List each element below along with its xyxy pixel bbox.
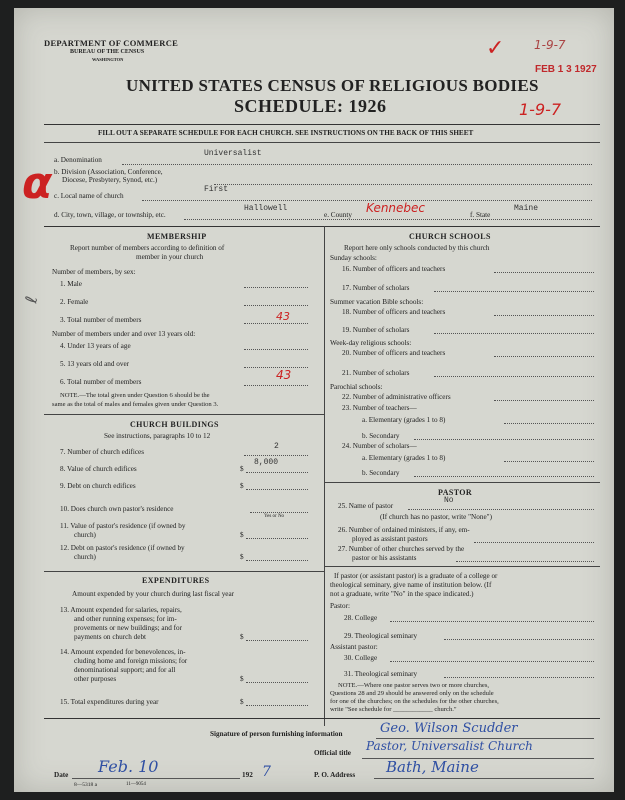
census-schedule-sheet: DEPARTMENT OF COMMERCE BUREAU OF THE CENSUS WASHINGTON UNITED STATES CENSUS OF RELIGIOUS BODIES SCHEDULE: 1926 FEB 1 3 1927 1-9-7 ✓ 1-9-7 FILL OUT A SEPARATE SCHEDULE FOR EACH CHURCH. SEE INSTRUCTIONS ON THE BACK OF THIS SHEET a. Denomination Universalist b. Division (Association, Conference, Diocese, Presbytery, Synod, etc.) c. Local name of church First d. City, town, village, or township, etc. Hallowell e. County Kennebec f. State Maine α MEMBERSHIP Report number of members according to definition of member in your church Number of members, by sex: 1. Male 2. Female 3. Total number of members 43 Number of members under and over 13 years old: 4. Under 13 years of age 5. 13 years old and over 6. Total number of members 43 NOTE.—The total given under Question 6 should be the same as the total of males and females given under Question 3. ℓ CHURCH BUILDINGS See instructions, paragraphs 10 to 12 7. Number of church edifices 2 8. Value of church edifices $ 8,000 9. Debt on church edifices $ 10. Does church own pastor's residence Yes or No 11. Value of pastor's residence (if owned by church) $ 12. Debt on pastor's residence (if owned by church) $ EXPENDITURES Amount expended by your church during last fiscal year 13. Amount expended for salaries, repairs, and other running expenses; for im- provements or new buildings; and for payments on church debt $ 14. Amount expended for benevolences, in- cluding home and foreign missions; for denominational support; and for all other purposes $ 15. Total expenditures during year $ CHURCH SCHOOLS Report here only schools conducted by this church Sunday schools: 16. Number of officers and teachers 17. Number of scholars Summer vacation Bible schools: 18. Number of officers and teachers 19. Number of scholars Week-day religious schools: 20. Number of officers and teachers 21. Number of scholars Parochial schools: 22. Number of administrative officers 23. Number of teachers— a. Elementary (grades 1 to 8) b. Secondary 24. Number of scholars— a. Elementary (grades 1 to 8) b. Secondary PASTOR 25. Name of pastor No (If church has no pastor, write "None") 26. Number of ordained ministers, if any, em- ployed as assistant pastors 27. Number of other churches served by the pastor or his assistants If pastor (or assistant pastor) is a graduate of a college or theological seminary, give name of institution below. (If not a graduate, write "No" in the space indicated.) Pastor: 28. College 29. Theological seminary Assistant pastor: 30. College 31. Theological seminary NOTE.—Where one pastor serves two or more churches, Questions 28 and 29 should be answered only on the schedule for one of the churches; on the schedules for the other churches, write "See schedule for ____________ church." Signature of person furnishing information Geo. Wilson Scudder Official title Pastor, Universalist Church Date Feb. 10 192 7 P. O. Address Bath, Maine 8—5318 a 11—9054	[14, 8, 614, 792]
church-edifices-count-value[interactable]: 2	[274, 442, 279, 451]
red-margin-mark: α	[22, 158, 53, 209]
year-label: 192	[242, 771, 253, 779]
year-value[interactable]: 7	[262, 764, 271, 780]
total-members-age-label: 6. Total number of members	[60, 378, 142, 386]
signature-label: Signature of person furnishing information	[210, 730, 343, 738]
summer-scholars-label: 19. Number of scholars	[342, 326, 410, 334]
church-edifices-count-label: 7. Number of church edifices	[60, 448, 145, 456]
denomination-label: a. Denomination	[54, 156, 102, 164]
column-divider	[324, 226, 325, 726]
handwritten-top-note: 1-9-7	[534, 38, 566, 52]
pastor-note: NOTE.—Where one pastor serves two or more churches,	[338, 682, 490, 689]
church-schools-intro: Report here only schools conducted by this church	[344, 244, 490, 252]
county-label: e. County	[324, 211, 352, 219]
weekday-teachers-label: 20. Number of officers and teachers	[342, 349, 446, 357]
parochial-scholars-label: 24. Number of scholars—	[342, 442, 417, 450]
church-buildings-intro: See instructions, paragraphs 10 to 12	[104, 432, 211, 440]
form-subtitle: SCHEDULE: 1926	[234, 96, 387, 116]
pencil-margin-note: ℓ	[21, 294, 42, 305]
expenditures-heading: EXPENDITURES	[142, 576, 210, 585]
summer-teachers-label: 18. Number of officers and teachers	[342, 308, 446, 316]
sunday-schools-label: Sunday schools:	[330, 254, 377, 262]
total-members-value[interactable]: 43	[276, 310, 290, 323]
church-debt-label: 9. Debt on church edifices	[60, 482, 136, 490]
members-by-sex-label: Number of members, by sex:	[52, 268, 136, 276]
sunday-teachers-label: 16. Number of officers and teachers	[342, 265, 446, 273]
membership-intro: Report number of members according to definition of	[70, 244, 225, 252]
pastor-name-hint: (If church has no pastor, write "None")	[380, 513, 492, 521]
assistant-college-label: 30. College	[344, 654, 378, 662]
form-number: 8—5318 a	[74, 782, 98, 788]
po-address-value[interactable]: Bath, Maine	[386, 758, 479, 776]
under-13-label: 4. Under 13 years of age	[60, 342, 131, 350]
parochial-schools-label: Parochial schools:	[330, 383, 383, 391]
membership-note: NOTE.—The total given under Question 6 should be the	[60, 392, 210, 399]
ordained-ministers-label: 26. Number of ordained ministers, if any, em-	[338, 526, 470, 534]
total-members-label: 3. Total number of members	[60, 316, 142, 324]
church-edifices-value-label: 8. Value of church edifices	[60, 465, 137, 473]
division-label-2: Diocese, Presbytery, Synod, etc.)	[62, 176, 158, 184]
form-title: UNITED STATES CENSUS OF RELIGIOUS BODIES	[126, 76, 539, 95]
pastor-heading: PASTOR	[438, 488, 473, 497]
pastor-sub-label: Pastor:	[330, 602, 350, 610]
received-stamp: FEB 1 3 1927	[535, 64, 597, 75]
residence-value-label: 11. Value of pastor's residence (if owned by	[60, 522, 186, 530]
date-value[interactable]: Feb. 10	[98, 757, 159, 776]
local-name-label: c. Local name of church	[54, 192, 124, 200]
denomination-value[interactable]: Universalist	[204, 149, 262, 158]
membership-heading: MEMBERSHIP	[147, 232, 207, 241]
running-expenses-label: 13. Amount expended for salaries, repairs,	[60, 606, 182, 614]
sunday-scholars-label: 17. Number of scholars	[342, 284, 410, 292]
handwritten-red-code: 1-9-7	[519, 100, 562, 119]
teachers-elementary-label: a. Elementary (grades 1 to 8)	[362, 416, 446, 424]
other-churches-label: 27. Number of other churches served by the	[338, 545, 465, 553]
red-check-mark: ✓	[486, 36, 505, 61]
date-label: Date	[54, 771, 69, 779]
form-code: 11—9054	[126, 782, 146, 787]
scholars-elementary-label: a. Elementary (grades 1 to 8)	[362, 454, 446, 462]
church-edifices-value[interactable]: 8,000	[254, 458, 279, 467]
footer-divider	[44, 718, 600, 719]
total-members-age-value[interactable]: 43	[276, 368, 292, 382]
department-name: DEPARTMENT OF COMMERCE	[44, 38, 179, 48]
section-divider	[44, 226, 600, 227]
weekday-scholars-label: 21. Number of scholars	[342, 369, 410, 377]
state-label: f. State	[470, 211, 491, 219]
signature-value[interactable]: Geo. Wilson Scudder	[380, 721, 518, 736]
pastor-name-label: 25. Name of pastor	[338, 502, 394, 510]
residence-debt-label: 12. Debt on pastor's residence (if owned by	[60, 544, 185, 552]
pastor-seminary-label: 29. Theological seminary	[344, 632, 418, 640]
yes-no-hint: Yes or No	[264, 514, 285, 519]
female-label: 2. Female	[60, 298, 89, 306]
official-title-value[interactable]: Pastor, Universalist Church	[366, 739, 533, 753]
membership-intro-2: member in your church	[136, 253, 204, 261]
summer-schools-label: Summer vacation Bible schools:	[330, 298, 424, 306]
weekday-schools-label: Week-day religious schools:	[330, 339, 412, 347]
pastor-college-label: 28. College	[344, 614, 378, 622]
male-label: 1. Male	[60, 280, 82, 288]
over-13-label: 5. 13 years old and over	[60, 360, 130, 368]
state-value[interactable]: Maine	[514, 204, 539, 213]
official-title-label: Official title	[314, 749, 351, 757]
city-name: WASHINGTON	[92, 57, 124, 62]
local-name-value[interactable]: First	[204, 185, 229, 194]
county-value[interactable]: Kennebec	[366, 201, 426, 215]
pastor-name-value[interactable]: No	[444, 496, 454, 505]
city-value[interactable]: Hallowell	[244, 204, 288, 213]
expenditures-intro: Amount expended by your church during last fiscal year	[72, 590, 235, 598]
membership-note-2: same as the total of males and females given under Question 3.	[52, 401, 219, 408]
parochial-teachers-label: 23. Number of teachers—	[342, 404, 417, 412]
age-heading: Number of members under and over 13 years old:	[52, 330, 196, 338]
separate-schedule-instruction: FILL OUT A SEPARATE SCHEDULE FOR EACH CHURCH. SEE INSTRUCTIONS ON THE BACK OF THIS SHEET	[98, 129, 474, 137]
benevolences-label: 14. Amount expended for benevolences, in-	[60, 648, 186, 656]
graduate-note: If pastor (or assistant pastor) is a graduate of a college or	[334, 572, 498, 580]
pastor-residence-label: 10. Does church own pastor's residence	[60, 505, 174, 513]
church-buildings-heading: CHURCH BUILDINGS	[130, 420, 219, 429]
assistant-pastor-label: Assistant pastor:	[330, 643, 378, 651]
church-schools-heading: CHURCH SCHOOLS	[409, 232, 491, 241]
header-rule-bottom	[44, 142, 600, 143]
total-expenditures-label: 15. Total expenditures during year	[60, 698, 159, 706]
bureau-name: BUREAU OF THE CENSUS	[70, 49, 145, 55]
city-label: d. City, town, village, or township, etc.	[54, 211, 166, 219]
header-rule-top	[44, 124, 600, 125]
division-label: b. Division (Association, Conference,	[54, 168, 163, 176]
parochial-officers-label: 22. Number of administrative officers	[342, 393, 451, 401]
scholars-secondary-label: b. Secondary	[362, 469, 400, 477]
assistant-seminary-label: 31. Theological seminary	[344, 670, 418, 678]
po-address-label: P. O. Address	[314, 771, 356, 779]
teachers-secondary-label: b. Secondary	[362, 432, 400, 440]
